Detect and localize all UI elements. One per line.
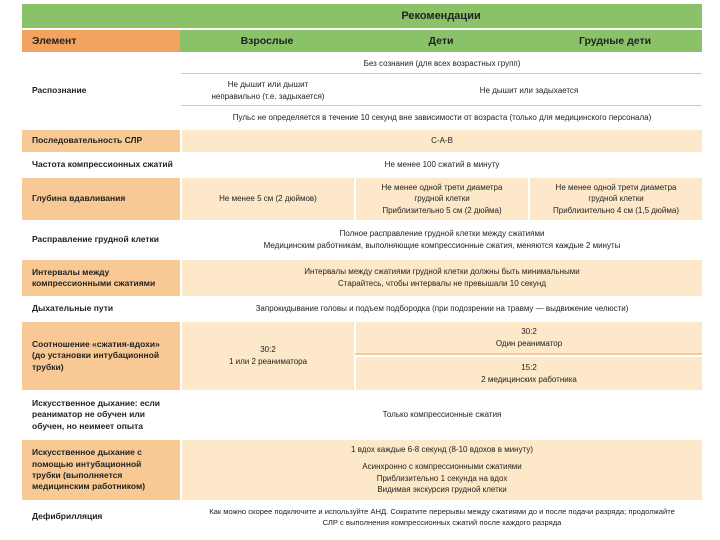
advanced-airway-label — [22, 440, 180, 500]
advanced-airway-row — [22, 440, 702, 500]
untrained-label-line2: реаниматор не обучен или — [32, 409, 145, 420]
recoil-line2: Медицинским работникам, выполняющие компрессионные сжатия, меняются каждые 2 минуты — [263, 241, 621, 250]
header-row-top — [22, 4, 702, 28]
ratio-two-rescuers — [354, 357, 702, 390]
advanced-label-line4: медицинским работником) — [32, 481, 146, 492]
depth-child-line3: Приблизительно 5 см (2 дюйма) — [382, 205, 502, 215]
intervals-label-line2: компрессионными сжатиями — [32, 278, 156, 288]
sequence-label: Последовательность СЛР — [22, 130, 180, 152]
recognition-adult-line2: неправильно (т.е. задыхается) — [211, 91, 325, 101]
untrained-row — [22, 392, 702, 438]
advanced-line2: Асинхронно с компрессионными сжатиями — [362, 461, 522, 471]
ratio-single-rescuer — [354, 322, 702, 355]
recognition-adult — [180, 76, 354, 106]
recognition-pulse: Пульс не определяется в течение 10 секунд вне зависимости от возраста (только для медицинского персонала) — [180, 108, 702, 128]
depth-adult: Не менее 5 см (2 дюймов) — [180, 178, 354, 220]
depth-infant — [528, 178, 702, 220]
advanced-line1: 1 вдох каждые 6-8 секунд (8-10 вдохов в минуту) — [351, 445, 533, 455]
defibrillation-label: Дефибрилляция — [22, 502, 180, 532]
defib-line2: СЛР с выполнения компрессионных сжатий после каждого разряда — [322, 518, 562, 527]
rate-value: Не менее 100 сжатий в минуту — [180, 154, 702, 176]
depth-infant-line3: Приблизительно 4 см (1,5 дюйма) — [553, 205, 680, 215]
ratio-adult-line1: 30:2 — [260, 345, 276, 355]
intervals-value — [180, 260, 702, 296]
defibrillation-row — [22, 502, 702, 532]
airway-value: Запрокидывание головы и подъем подбородка (при подозрении на травму — выдвижение челюсти) — [180, 298, 702, 320]
advanced-line3: Приблизительно 1 секунда на вдох — [376, 473, 508, 483]
element-column-header: Элемент — [22, 30, 180, 52]
untrained-value: Только компрессионные сжатия — [180, 392, 702, 438]
depth-row — [22, 178, 702, 220]
ratio-label-line3: трубки) — [32, 361, 64, 372]
infants-column-header: Грудные дети — [528, 30, 702, 52]
airway-label: Дыхательные пути — [22, 298, 180, 320]
intervals-row — [22, 260, 702, 296]
recommendations-header: Рекомендации — [180, 4, 702, 28]
adults-column-header: Взрослые — [180, 30, 354, 52]
depth-label: Глубина вдавливания — [22, 178, 180, 220]
recoil-row — [22, 222, 702, 258]
ratio-adult-line2: 1 или 2 реаниматора — [228, 357, 308, 366]
ratio-label — [22, 322, 180, 390]
children-column-header: Дети — [354, 30, 528, 52]
advanced-label-line3: трубки (выполняется — [32, 470, 123, 480]
untrained-label-line1: Искусственное дыхание: если — [32, 397, 160, 408]
recognition-row — [22, 54, 702, 74]
intervals-line2: Старайтесь, чтобы интервалы не превышали 10 секунд — [338, 279, 546, 288]
defib-line1: Как можно скорее подключите и используйте АНД. Сократите перерывы между сжатиями до и после подачи разряда; продолжайте — [209, 507, 675, 516]
recoil-label: Расправление грудной клетки — [22, 222, 180, 258]
ratio-single-line1: 30:2 — [521, 326, 537, 336]
defibrillation-value — [180, 502, 702, 532]
ratio-row — [22, 322, 702, 355]
airway-row — [22, 298, 702, 320]
intervals-label — [22, 260, 180, 296]
depth-child-line1: Не менее одной трети диаметра — [381, 182, 503, 192]
depth-child — [354, 178, 528, 220]
recoil-line1: Полное расправление грудной клетки между сжатиями — [339, 229, 545, 239]
recognition-child-infant: Не дышит или задыхается — [354, 76, 702, 106]
depth-child-line2: грудной клетки — [414, 194, 470, 204]
ratio-two-line1: 15:2 — [521, 362, 537, 372]
ratio-label-line1: Соотношение «сжатия-вдохи» — [32, 338, 160, 349]
header-row-columns — [22, 30, 702, 52]
intervals-label-line1: Интервалы между — [32, 266, 110, 277]
advanced-line4: Видимая экскурсия грудной клетки — [377, 485, 507, 495]
header-corner — [22, 4, 180, 28]
ratio-single-line2: Один реаниматор — [495, 338, 563, 348]
advanced-label-line2: помощью интубационной — [32, 458, 142, 469]
rate-label: Частота компрессионных сжатий — [22, 154, 180, 176]
ratio-label-line2: (до установки интубационной — [32, 350, 160, 361]
intervals-line1: Интервалы между сжатиями грудной клетки должны быть минимальными — [304, 267, 580, 277]
sequence-row — [22, 130, 702, 152]
ratio-adult — [180, 322, 354, 390]
untrained-label — [22, 392, 180, 438]
ratio-two-line2: 2 медицинских работника — [481, 374, 577, 384]
sequence-value: C-A-B — [180, 130, 702, 152]
advanced-airway-value — [180, 440, 702, 500]
recognition-all-ages: Без сознания (для всех возрастных групп) — [180, 54, 702, 74]
depth-infant-line1: Не менее одной трети диаметра — [555, 182, 677, 192]
recognition-label: Распознание — [22, 54, 180, 128]
advanced-label-line1: Искусственное дыхание с — [32, 447, 142, 458]
cpr-recommendations-table — [22, 2, 702, 534]
untrained-label-line3: обучен, но неимеет опыта — [32, 420, 143, 431]
depth-infant-line2: грудной клетки — [588, 194, 644, 204]
rate-row — [22, 154, 702, 176]
recoil-value — [180, 222, 702, 258]
recognition-adult-line1: Не дышит или дышит — [227, 79, 309, 89]
